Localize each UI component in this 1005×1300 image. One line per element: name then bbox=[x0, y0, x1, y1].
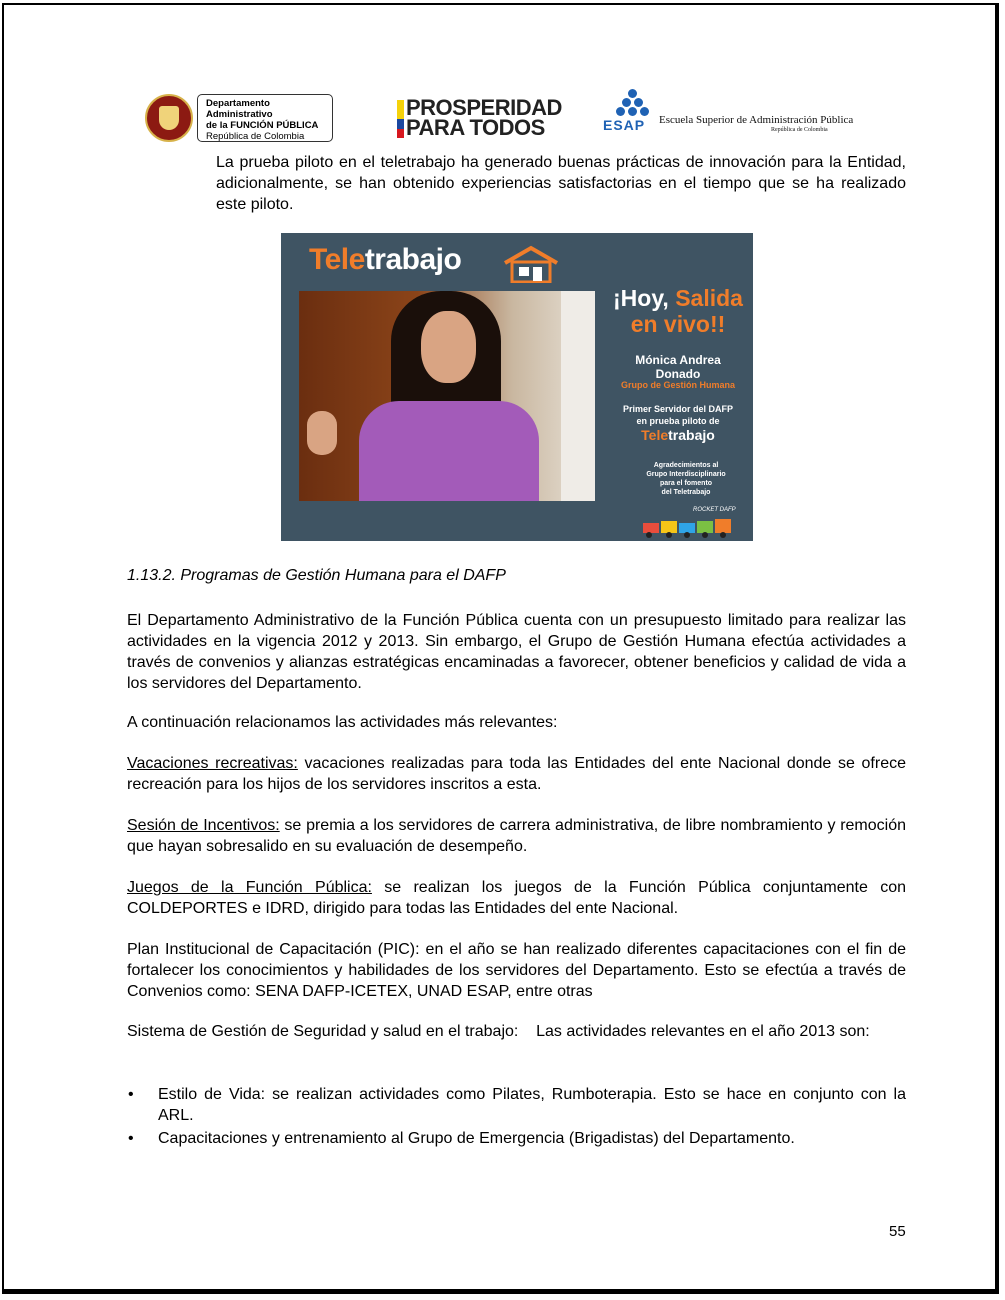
activity-text: se realizan los juegos de la Función Pública conjuntamente con COLDEPORTES e IDRD, dirigido para todas las Entidades del ente Nacional. bbox=[127, 879, 906, 917]
poster-title-prefix: Tele bbox=[309, 243, 365, 276]
poster-person-name-1: Mónica Andrea bbox=[635, 353, 721, 367]
poster-person-name bbox=[603, 353, 753, 381]
poster-agr-4: del Teletrabajo bbox=[661, 489, 711, 496]
poster-agr-1: Agradecimientos al bbox=[653, 462, 719, 469]
dafp-logo-box bbox=[197, 94, 333, 142]
activity-text: vacaciones realizadas para toda las Entidades del ente Nacional donde se ofrece recreación para los hijos de los servidores inscritos a esta. bbox=[127, 755, 906, 793]
house-icon bbox=[503, 245, 559, 283]
poster-agr-3: para el fomento bbox=[659, 480, 713, 487]
paragraph-pic: Plan Institucional de Capacitación (PIC): en el año se han realizado diferentes capacitaciones con el fin de fortalecer los conocimientos y habilidades de los servidores del Departamento. Esto se efectúa a través de Convenios como: SENA DAFP-ICETEX, UNAD ESAP, entre otras bbox=[127, 941, 906, 1000]
poster-hoy-salida bbox=[603, 285, 753, 337]
paragraph-activities-intro: A continuación relacionamos las actividades más relevantes: bbox=[127, 714, 558, 731]
colombia-coat-of-arms-icon bbox=[145, 94, 193, 142]
poster-agr-2: Grupo Interdisciplinario bbox=[646, 471, 726, 478]
train-icon bbox=[641, 515, 733, 539]
prosperidad-line2: PARA TODOS bbox=[406, 115, 545, 140]
esap-logo bbox=[603, 89, 854, 144]
list-item: • Capacitaciones y entrenamiento al Grupo de Emergencia (Brigadistas) del Departamento. bbox=[127, 1128, 906, 1149]
colombia-flag-icon bbox=[397, 100, 404, 138]
paragraph-budget: El Departamento Administrativo de la Función Pública cuenta con un presupuesto limitado para realizar las actividades en la vigencia 2012 y 2013. Sin embargo, el Grupo de Gestión Humana efectúa actividades a través de convenios y alianzas estratégicas encaminadas a favorecer, obtener beneficios y calidad de vida a los servidores del Departamento. bbox=[127, 612, 906, 692]
esap-acronym: ESAP bbox=[603, 117, 646, 133]
dafp-logo-line1: Departamento Administrativo bbox=[206, 98, 273, 120]
esap-sub: República de Colombia bbox=[771, 127, 828, 133]
activity-label: Sesión de Incentivos: bbox=[127, 817, 280, 834]
poster-hoy-prefix: ¡Hoy, bbox=[613, 285, 676, 311]
activity-incentivos bbox=[127, 815, 906, 857]
activity-label: Juegos de la Función Pública: bbox=[127, 879, 372, 896]
section-heading: 1.13.2. Programas de Gestión Humana para el DAFP bbox=[127, 567, 506, 584]
poster-hoy-highlight: Salida bbox=[675, 285, 743, 311]
poster-tele-small-prefix: Tele bbox=[641, 427, 669, 443]
esap-name: Escuela Superior de Administración Pública bbox=[659, 114, 854, 126]
poster-title bbox=[309, 243, 461, 277]
poster-person-name-2: Donado bbox=[655, 367, 701, 381]
dafp-logo-line3: República de Colombia bbox=[206, 131, 305, 142]
dafp-logo bbox=[145, 94, 335, 144]
dafp-logo-line2: de la FUNCIÓN PÚBLICA bbox=[206, 120, 319, 131]
activity-label: Vacaciones recreativas: bbox=[127, 755, 298, 772]
page-number: 55 bbox=[889, 1223, 906, 1240]
intro-paragraph: La prueba piloto en el teletrabajo ha generado buenas prácticas de innovación para la Entidad, adicionalmente, se han obtenido experiencias satisfactorias en el tiempo que se ha realizado este piloto. bbox=[216, 154, 906, 213]
poster-photo bbox=[299, 291, 595, 501]
header-logos bbox=[0, 94, 1005, 146]
poster-servidor-line2: en prueba piloto de bbox=[636, 416, 720, 426]
poster-group: Grupo de Gestión Humana bbox=[620, 380, 735, 390]
poster-tele-small-suffix: trabajo bbox=[668, 427, 715, 443]
activity-vacaciones bbox=[127, 753, 906, 795]
poster-teletrabajo-small bbox=[603, 427, 753, 443]
poster-title-suffix: trabajo bbox=[364, 243, 462, 276]
list-item: • Estilo de Vida: se realizan actividades como Pilates, Rumboterapia. Esto se hace en conjunto con la ARL. bbox=[127, 1084, 906, 1126]
poster-agradecimientos bbox=[631, 461, 741, 497]
poster-servidor bbox=[603, 403, 753, 427]
activity-juegos bbox=[127, 877, 906, 919]
prosperidad-line1: PROSPERIDAD bbox=[406, 95, 562, 120]
teletrabajo-poster bbox=[281, 233, 753, 541]
sgsst-bullet-list bbox=[127, 1084, 906, 1151]
poster-train-caption: ROCKET DAFP bbox=[693, 507, 736, 513]
poster-hoy-line2: en vivo!! bbox=[630, 311, 726, 337]
activity-text: se premia a los servidores de carrera administrativa, de libre nombramiento y remoción que hayan sobresalido en su evaluación de desempeño. bbox=[127, 817, 907, 855]
paragraph-sgsst: Sistema de Gestión de Seguridad y salud en el trabajo: Las actividades relevantes en el año 2013 son: bbox=[127, 1023, 870, 1040]
poster-servidor-line1: Primer Servidor del DAFP bbox=[622, 404, 734, 414]
